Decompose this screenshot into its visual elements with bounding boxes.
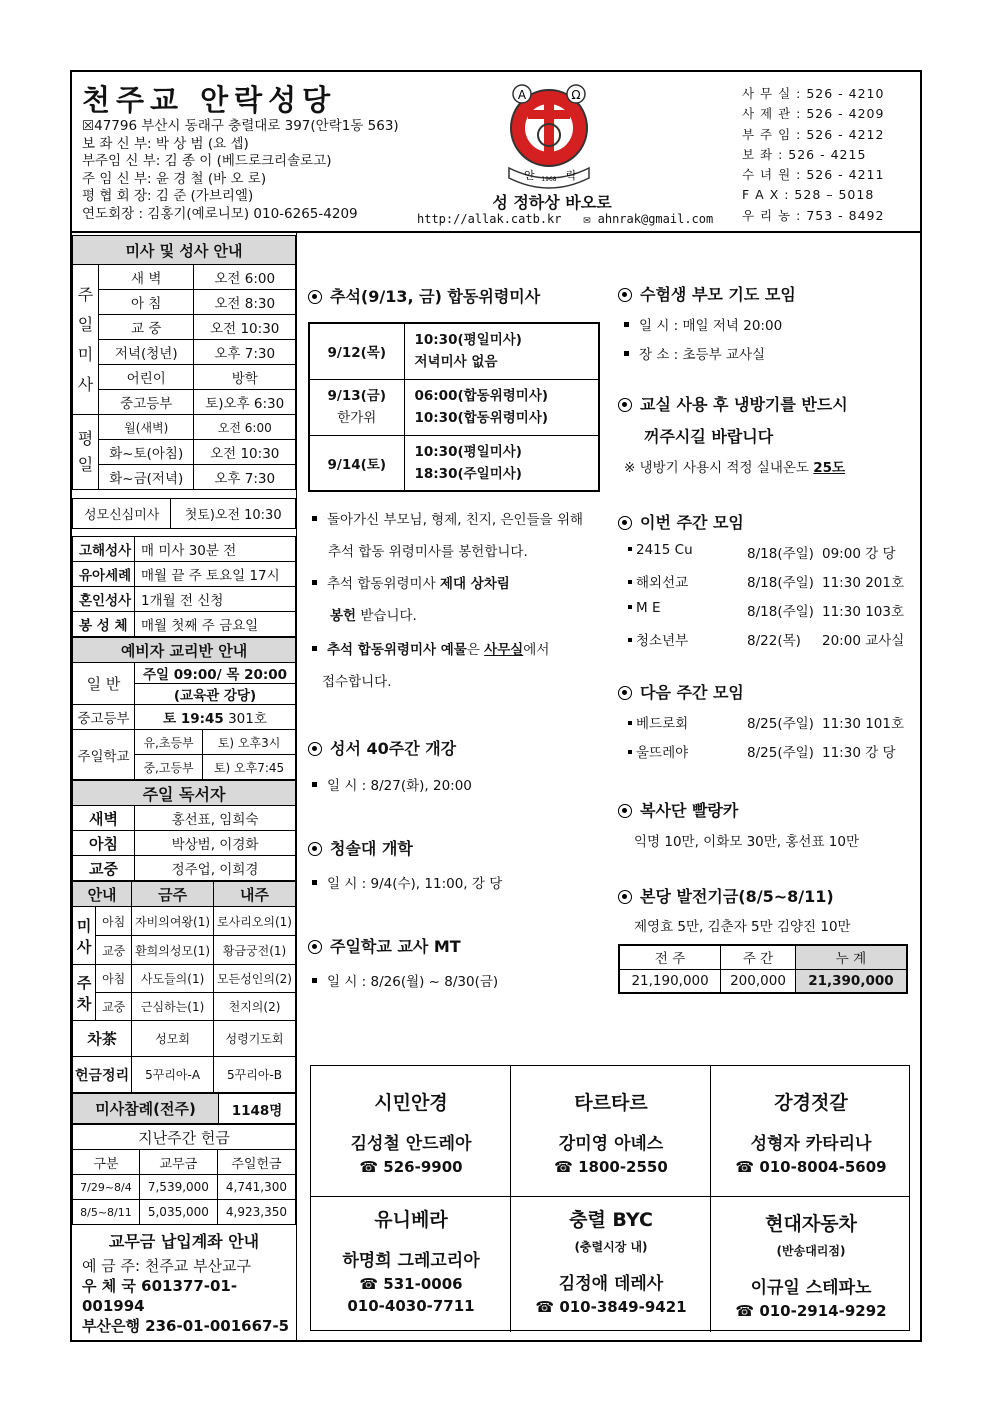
time-label: 교 중	[99, 315, 194, 340]
school-group: 중,고등부	[135, 755, 203, 780]
guide-this-week: 환희의성모(1)	[132, 936, 214, 965]
school-group: 유,초등부	[135, 730, 203, 755]
readers-title: 주일 독서자	[73, 781, 296, 806]
cash-this-week: 5꾸리아-A	[132, 1057, 214, 1093]
phone-assistant: 보 좌 : 526 - 4215	[742, 146, 867, 162]
guide-time: 아침	[96, 965, 132, 993]
catechumen-table	[72, 637, 296, 780]
time-value: 오전 10:30	[194, 440, 296, 465]
school-time: 토) 오후3시	[203, 730, 296, 755]
chuseok-note-2: 추석 합동위령미사 제대 상차림	[312, 572, 510, 592]
meeting-date: 8/18(주일)	[747, 604, 814, 620]
phone-office: 사 무 실 : 526 - 4210	[742, 86, 885, 101]
meeting-group: M E	[628, 600, 660, 616]
email-link[interactable]: ✉ ahnrak@gmail.com	[583, 212, 714, 226]
bible-study-date: 일 시 : 8/27(화), 20:00	[312, 774, 472, 794]
offering-sunday: 4,923,350	[217, 1200, 295, 1225]
phone-rectory: 사 제 관 : 526 - 4209	[742, 106, 885, 122]
development-fund-donors: 제영효 5만, 김춘자 5만 김양진 10만	[634, 919, 851, 935]
chuseok-note-2b: 봉헌 받습니다.	[330, 608, 417, 624]
section-exam-prayer: 수험생 부모 기도 모임	[618, 282, 796, 305]
chuseok-note-3b: 접수합니다.	[322, 674, 392, 690]
scouts-date: 일 시 : 9/4(수), 11:00, 강 당	[312, 872, 502, 892]
marian-mass-table	[72, 498, 296, 529]
meeting-group: 울뜨레야	[628, 741, 688, 761]
account-title: 교무금 납입계좌 안내	[108, 1232, 260, 1251]
tea-label: 차茶	[73, 1021, 132, 1057]
svg-text:안: 안	[524, 169, 535, 182]
guide-time: 교중	[96, 936, 132, 965]
guide-this-week: 사도들의(1)	[132, 965, 214, 993]
offering-head: 주일헌금	[217, 1150, 295, 1175]
sacrament-label: 혼인성사	[73, 587, 135, 612]
exam-prayer-place: 장 소 : 초등부 교사실	[624, 343, 765, 363]
time-label: 중고등부	[99, 390, 194, 415]
attendance-value: 1148명	[219, 1094, 296, 1124]
guide-this-week: 근심하는(1)	[132, 993, 214, 1021]
sacraments-table	[72, 536, 296, 637]
section-bible-study: 성서 40주간 개강	[308, 736, 456, 759]
column-divider	[296, 233, 297, 1342]
fund-table	[618, 944, 908, 994]
left-sidebar	[72, 235, 296, 1336]
teacher-mt-date: 일 시 : 8/26(월) ~ 8/30(금)	[312, 970, 498, 990]
website-link[interactable]: http://allak.catb.kr	[417, 212, 562, 226]
youth-label: 중고등부	[73, 705, 135, 730]
section-this-week: 이번 주간 모임	[618, 510, 744, 533]
guide-next-week: 천지의(2)	[214, 993, 296, 1021]
meeting-date: 8/18(주일)	[747, 575, 814, 591]
fund-week: 200,000	[721, 969, 796, 993]
guide-mass-label: 미사	[73, 907, 96, 965]
phone-farm: 우 리 농 : 753 - 8492	[742, 207, 885, 223]
reader-mass: 아침	[73, 831, 135, 856]
tea-next-week: 성령기도회	[214, 1021, 296, 1057]
time-label: 아 침	[99, 290, 194, 315]
account-bank: 부산은행 236-01-001667-5	[82, 1317, 290, 1335]
time-value: 오전 10:30	[194, 315, 296, 340]
guide-parking-label: 주차	[73, 965, 96, 1021]
mass-times: 10:30(평일미사) 18:30(주일미사)	[404, 435, 599, 491]
aircon-line2: 꺼주시길 바랍니다	[644, 427, 774, 446]
assistant-priest: 보 좌 신 부: 박 상 범 (요 셉)	[82, 135, 249, 152]
attendance-label: 미사참례(전주)	[73, 1094, 219, 1124]
mass-times: 06:00(합동위령미사) 10:30(합동위령미사)	[404, 379, 599, 435]
time-value: 오전 6:00	[194, 265, 296, 290]
offering-head: 교무금	[139, 1150, 217, 1175]
meeting-group: 해외선교	[628, 571, 688, 591]
guide-head: 금주	[132, 882, 214, 907]
meeting-date: 8/25(주일)	[747, 745, 814, 761]
section-teacher-mt: 주일학교 교사 MT	[308, 934, 461, 957]
meeting-date: 8/25(주일)	[747, 716, 814, 732]
guide-time: 교중	[96, 993, 132, 1021]
chuseok-note-3: 추석 합동위령미사 예물은 사무실에서	[312, 638, 549, 658]
offering-dues: 7,539,000	[139, 1175, 217, 1200]
bulletin-page	[70, 70, 922, 1342]
clergy-info	[82, 118, 399, 223]
fund-prev: 21,190,000	[619, 969, 721, 993]
phone-associate: 부 주 임 : 526 - 4212	[742, 126, 885, 142]
ad-byc: 충렬 BYC (충렬시장 내) 김정애 데레사 ☎ 010-3849-9421	[535, 1209, 687, 1316]
svg-text:A: A	[517, 88, 527, 102]
meeting-time-place: 11:30 강 당	[822, 745, 896, 761]
sacrament-label: 유아세례	[73, 562, 135, 587]
section-scouts: 청솔대 개학	[308, 836, 413, 859]
phone-fax: F A X : 528 – 5018	[742, 187, 875, 203]
phone-convent: 수 녀 원 : 526 - 4211	[742, 167, 885, 183]
guide-head: 내주	[214, 882, 296, 907]
account-holder: 예 금 주: 천주교 부산교구	[82, 1257, 252, 1275]
time-value: 토)오후 6:30	[194, 390, 296, 415]
phone-list	[742, 84, 884, 226]
chuseok-note-1: 돌아가신 부모님, 형제, 친지, 은인들을 위해	[312, 508, 583, 528]
guide-head: 안내	[73, 882, 132, 907]
svg-text:1968: 1968	[541, 176, 557, 183]
fund-total: 21,390,000	[795, 969, 907, 993]
guide-next-week: 로사리오의(1)	[214, 907, 296, 936]
pastor: 주 임 신 부: 윤 경 철 (바 오 로)	[82, 170, 267, 187]
mass-schedule-title: 미사 및 성사 안내	[73, 236, 296, 265]
offering-table	[72, 1124, 296, 1225]
council-president: 평 협 회 장: 김 준 (가브리엘)	[82, 188, 254, 204]
attendance-table	[72, 1093, 296, 1124]
time-label: 새 벽	[99, 265, 194, 290]
meeting-time-place: 09:00 강 당	[822, 546, 896, 562]
meeting-group: 베드로회	[628, 712, 688, 732]
weekday-label: 평일	[73, 415, 99, 490]
offering-period: 8/5~8/11	[73, 1200, 140, 1225]
reader-names: 홍선표, 임희숙	[135, 806, 296, 831]
sacrament-label: 고해성사	[73, 537, 135, 562]
header-divider	[72, 231, 920, 233]
patron-saint: 성 정하상 바오로	[492, 193, 612, 212]
fund-head: 전 주	[619, 945, 721, 969]
ad-salted-fish: 강경젓갈 성형자 카타리나 ☎ 010-8004-5609	[735, 1092, 887, 1176]
sponsor-ads	[310, 1065, 910, 1331]
time-value: 방학	[194, 365, 296, 390]
meeting-time-place: 11:30 101호	[822, 716, 905, 732]
svg-text:Ω: Ω	[571, 88, 581, 102]
ad-univera: 유니베라 하명희 그레고리아 ☎ 531-0006 010-4030-7711	[342, 1209, 480, 1315]
guide-next-week: 황금궁전(1)	[214, 936, 296, 965]
sacrament-value: 매 미사 30분 전	[135, 537, 296, 562]
reader-mass: 교중	[73, 856, 135, 881]
chuseok-mass-table	[308, 322, 600, 492]
svg-text:락: 락	[566, 169, 577, 182]
ad-optician: 시민안경 김성철 안드레아 ☎ 526-9900	[350, 1092, 472, 1176]
fund-head: 누 계	[795, 945, 907, 969]
contact-line	[417, 212, 713, 226]
sunday-label: 주일미사	[73, 265, 99, 415]
time-label: 월(새벽)	[99, 415, 194, 440]
tea-this-week: 성모회	[132, 1021, 214, 1057]
meeting-group: 청소년부	[628, 629, 688, 649]
meeting-time-place: 11:30 103호	[822, 604, 905, 620]
general-place: (교육관 강당)	[135, 684, 296, 705]
catechumen-title: 예비자 교리반 안내	[73, 638, 296, 663]
youth-room: 301호	[223, 711, 267, 727]
time-label: 어린이	[99, 365, 194, 390]
mass-date: 9/14(토)	[309, 435, 404, 491]
associate-priest: 부주임 신 부: 김 종 이 (베드로크리솔로고)	[82, 153, 332, 169]
section-aircon: 교실 사용 후 냉방기를 반드시	[618, 392, 848, 415]
parish-logo	[504, 80, 594, 190]
reader-names: 정주업, 이희경	[135, 856, 296, 881]
offering-title: 지난주간 헌금	[73, 1125, 296, 1150]
youth-time: 토 19:45	[163, 711, 224, 727]
section-altar-servers: 복사단 빨랑카	[618, 798, 738, 821]
marian-mass-label: 성모신심미사	[73, 499, 171, 529]
sacrament-value: 1개월 전 신청	[135, 587, 296, 612]
offering-head: 구분	[73, 1150, 140, 1175]
meeting-time-place: 20:00 교사실	[822, 633, 905, 649]
account-post: 우 체 국 601377-01-001994	[82, 1277, 238, 1315]
exam-prayer-time: 일 시 : 매일 저녁 20:00	[624, 314, 782, 334]
general-time: 주일 09:00/ 목 20:00	[135, 663, 296, 684]
offering-period: 7/29~8/4	[73, 1175, 140, 1200]
chuseok-note-1b: 추석 합동 위령미사를 봉헌합니다.	[328, 544, 528, 560]
time-value: 오후 7:30	[194, 465, 296, 490]
section-chuseok: 추석(9/13, 금) 합동위령미사	[308, 284, 540, 307]
guide-table	[72, 881, 296, 1093]
meeting-time-place: 11:30 201호	[822, 575, 905, 591]
guide-time: 아침	[96, 907, 132, 936]
sacrament-value: 매월 첫째 주 금요일	[135, 612, 296, 637]
time-value: 오후 7:30	[194, 340, 296, 365]
aircon-note: ※ 냉방기 사용시 적정 실내온도 25도	[624, 460, 846, 476]
cash-next-week: 5꾸리아-B	[214, 1057, 296, 1093]
ad-tartar: 타르타르 강미영 아녜스 ☎ 1800-2550	[554, 1092, 668, 1176]
fund-head: 주 간	[721, 945, 796, 969]
cash-label: 헌금정리	[73, 1057, 132, 1093]
meeting-date: 8/22(목)	[747, 633, 801, 649]
memorial-president: 연도회장 : 김홍기(예로니모) 010-6265-4209	[82, 205, 358, 222]
time-value: 오전 6:00	[194, 415, 296, 440]
general-label: 일 반	[73, 663, 135, 705]
marian-mass-time: 첫토)오전 10:30	[171, 499, 296, 529]
sacrament-value: 매월 끝 주 토요일 17시	[135, 562, 296, 587]
guide-this-week: 자비의여왕(1)	[132, 907, 214, 936]
school-time: 토) 오후7:45	[203, 755, 296, 780]
offering-dues: 5,035,000	[139, 1200, 217, 1225]
mass-times: 10:30(평일미사) 저녁미사 없음	[404, 323, 599, 379]
reader-names: 박상범, 이경화	[135, 831, 296, 856]
reader-mass: 새벽	[73, 806, 135, 831]
church-title: 천주교 안락성당	[82, 83, 337, 117]
offering-sunday: 4,741,300	[217, 1175, 295, 1200]
section-development-fund: 본당 발전기금(8/5~8/11)	[618, 884, 834, 907]
school-label: 주일학교	[73, 730, 135, 780]
mass-date: 9/13(금) 한가위	[309, 379, 404, 435]
account-info	[72, 1256, 296, 1336]
meeting-group: 2415 Cu	[628, 542, 693, 558]
time-value: 오전 8:30	[194, 290, 296, 315]
mass-schedule-table	[72, 235, 296, 490]
altar-servers-donors: 익명 10만, 이화모 30만, 홍선표 10만	[634, 834, 860, 850]
mass-date: 9/12(목)	[309, 323, 404, 379]
time-label: 저녁(청년)	[99, 340, 194, 365]
guide-next-week: 모든성인의(2)	[214, 965, 296, 993]
sacrament-label: 봉 성 체	[73, 612, 135, 637]
bullet-icon	[308, 290, 322, 304]
address: ☒47796 부산시 동래구 충렬대로 397(안락1동 563)	[82, 118, 399, 134]
section-next-week: 다음 주간 모임	[618, 680, 744, 703]
ad-hyundai: 현대자동차 (반송대리점) 이규일 스테파노 ☎ 010-2914-9292	[735, 1213, 887, 1320]
time-label: 화~토(아침)	[99, 440, 194, 465]
time-label: 화~금(저녁)	[99, 465, 194, 490]
readers-table	[72, 780, 296, 881]
meeting-date: 8/18(주일)	[747, 546, 814, 562]
